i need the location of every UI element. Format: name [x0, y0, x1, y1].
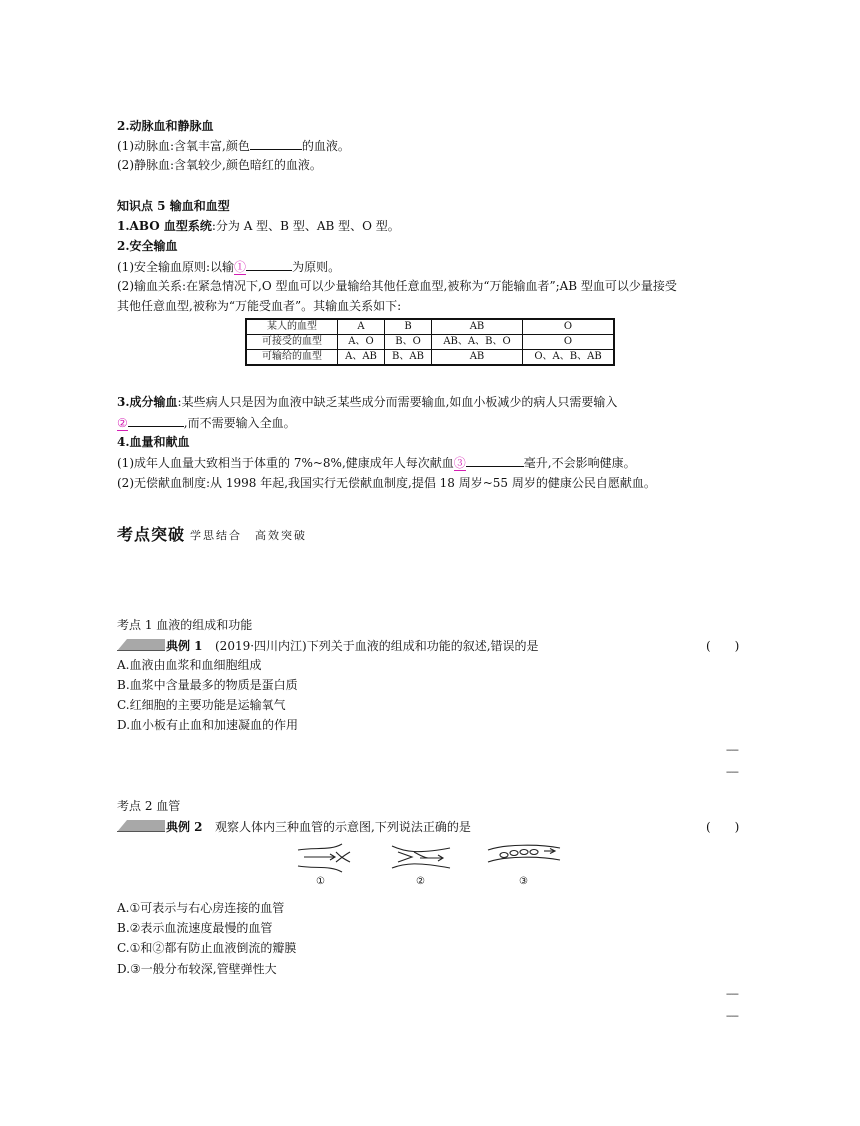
table-cell: 可输给的血型 — [246, 350, 338, 366]
kd1-title: 考点 1 血液的组成和功能 — [117, 618, 253, 632]
kd2-option-a: A.①可表示与右心房连接的血管 — [117, 901, 285, 915]
answer-blank — [246, 258, 292, 271]
text: 3.成分输血 — [117, 395, 178, 409]
figure-label: ③ — [519, 876, 528, 887]
table-cell: B、AB — [385, 350, 432, 366]
table-cell: AB — [432, 350, 523, 366]
kd1-stem: (2019·四川内江)下列关于血液的组成和功能的叙述,错误的是 — [215, 639, 539, 653]
example-tag-icon — [117, 818, 165, 832]
text: (1)安全输血原则:以输 — [117, 260, 235, 274]
k5-volume-title: 4.血量和献血 — [117, 435, 190, 449]
dotted-leader: ----- — [726, 989, 738, 1000]
s2-venous: (2)静脉血:含氧较少,颜色暗红的血液。 — [117, 158, 322, 172]
text: (1)成年人血量大致相当于体重的 7%~8%,健康成年人每次献血 — [117, 456, 454, 470]
k5-safe-title: 2.安全输血 — [117, 239, 178, 253]
table-row — [246, 319, 614, 335]
kd2-option-c: C.①和②都有防止血液倒流的瓣膜 — [117, 941, 297, 955]
k5-title: 知识点 5 输血和血型 — [117, 199, 230, 213]
kd1-option-a: A.血液由血浆和血细胞组成 — [117, 658, 262, 672]
blood-vessels-figure — [290, 838, 570, 878]
dotted-leader: ----- — [726, 767, 738, 778]
kd2-option-d: D.③一般分布较深,管壁弹性大 — [117, 962, 277, 976]
k5-volume-1 — [117, 454, 636, 471]
transfusion-table — [245, 318, 615, 366]
table-cell: 可接受的血型 — [246, 335, 338, 350]
text: :分为 A 型、B 型、AB 型、O 型。 — [211, 219, 400, 233]
k5-component-2 — [117, 414, 296, 431]
table-row — [246, 350, 614, 366]
blank-marker: ③ — [453, 456, 466, 470]
blank-marker: ① — [234, 260, 247, 274]
text: ,而不需要输入全血。 — [183, 416, 296, 430]
k5-abo — [117, 218, 400, 234]
text: 1.ABO 血型系统 — [117, 219, 212, 233]
answer-blank — [466, 454, 524, 467]
table-cell: O — [523, 335, 615, 350]
kd1-option-d: D.血小板有止血和加速凝血的作用 — [117, 718, 299, 732]
kd1-option-b: B.血浆中含量最多的物质是蛋白质 — [117, 678, 298, 692]
kd1-option-c: C.红细胞的主要功能是运输氧气 — [117, 698, 286, 712]
table-cell: B — [385, 319, 432, 335]
k5-safe-principle — [117, 258, 340, 275]
section-subtitle: 学思结合 高效突破 — [190, 529, 307, 542]
table-cell: AB、A、B、O — [432, 335, 523, 350]
blank-marker: ② — [117, 416, 128, 430]
kd2-stem: 观察人体内三种血管的示意图,下列说法正确的是 — [215, 820, 471, 834]
section-title: 考点突破 — [117, 525, 186, 544]
kd2-title: 考点 2 血管 — [117, 799, 181, 813]
dotted-leader: ----- — [726, 1011, 738, 1022]
s2-title: 2.动脉血和静脉血 — [117, 119, 214, 133]
text: 为原则。 — [292, 260, 341, 274]
kd2-answer-paren: ( ) — [706, 820, 740, 834]
k5-safe-relation-1: (2)输血关系:在紧急情况下,O 型血可以少量输给其他任意血型,被称为“万能输血者”;AB 型血可以少量接受 — [117, 279, 677, 293]
k5-volume-2: (2)无偿献血制度:从 1998 年起,我国实行无偿献血制度,提倡 18 周岁~55 周岁的健康公民自愿献血。 — [117, 476, 656, 490]
k5-component — [117, 394, 617, 410]
table-cell: AB — [432, 319, 523, 335]
table-cell: 某人的血型 — [246, 319, 338, 335]
figure-label: ② — [416, 876, 425, 887]
text: 毫升,不会影响健康。 — [523, 456, 636, 470]
table-cell: O、A、B、AB — [523, 350, 615, 366]
example-tag-icon — [117, 637, 165, 651]
capillary-icon — [488, 845, 560, 862]
artery-icon — [298, 844, 350, 872]
text: (1)动脉血:含氧丰富,颜色 — [117, 139, 250, 153]
kd2-label: 典例 2 — [166, 820, 203, 834]
figure-label: ① — [316, 876, 325, 887]
dotted-leader: ----- — [726, 745, 738, 756]
text: 的血液。 — [301, 139, 350, 153]
table-cell: A、AB — [338, 350, 385, 366]
kd1-answer-paren: ( ) — [706, 639, 740, 653]
text: :某些病人只是因为血液中缺乏某些成分而需要输血,如血小板减少的病人只需要输入 — [177, 395, 618, 409]
s2-arterial — [117, 137, 350, 154]
answer-blank — [250, 137, 302, 150]
table-cell: A — [338, 319, 385, 335]
k5-safe-relation-2: 其他任意血型,被称为“万能受血者”。其输血关系如下: — [117, 299, 402, 313]
vein-icon — [392, 846, 450, 868]
table-cell: O — [523, 319, 615, 335]
answer-blank — [128, 414, 184, 427]
kd1-label: 典例 1 — [166, 639, 203, 653]
kd2-option-b: B.②表示血流速度最慢的血管 — [117, 921, 273, 935]
table-cell: A、O — [338, 335, 385, 350]
table-cell: B、O — [385, 335, 432, 350]
table-row — [246, 335, 614, 350]
